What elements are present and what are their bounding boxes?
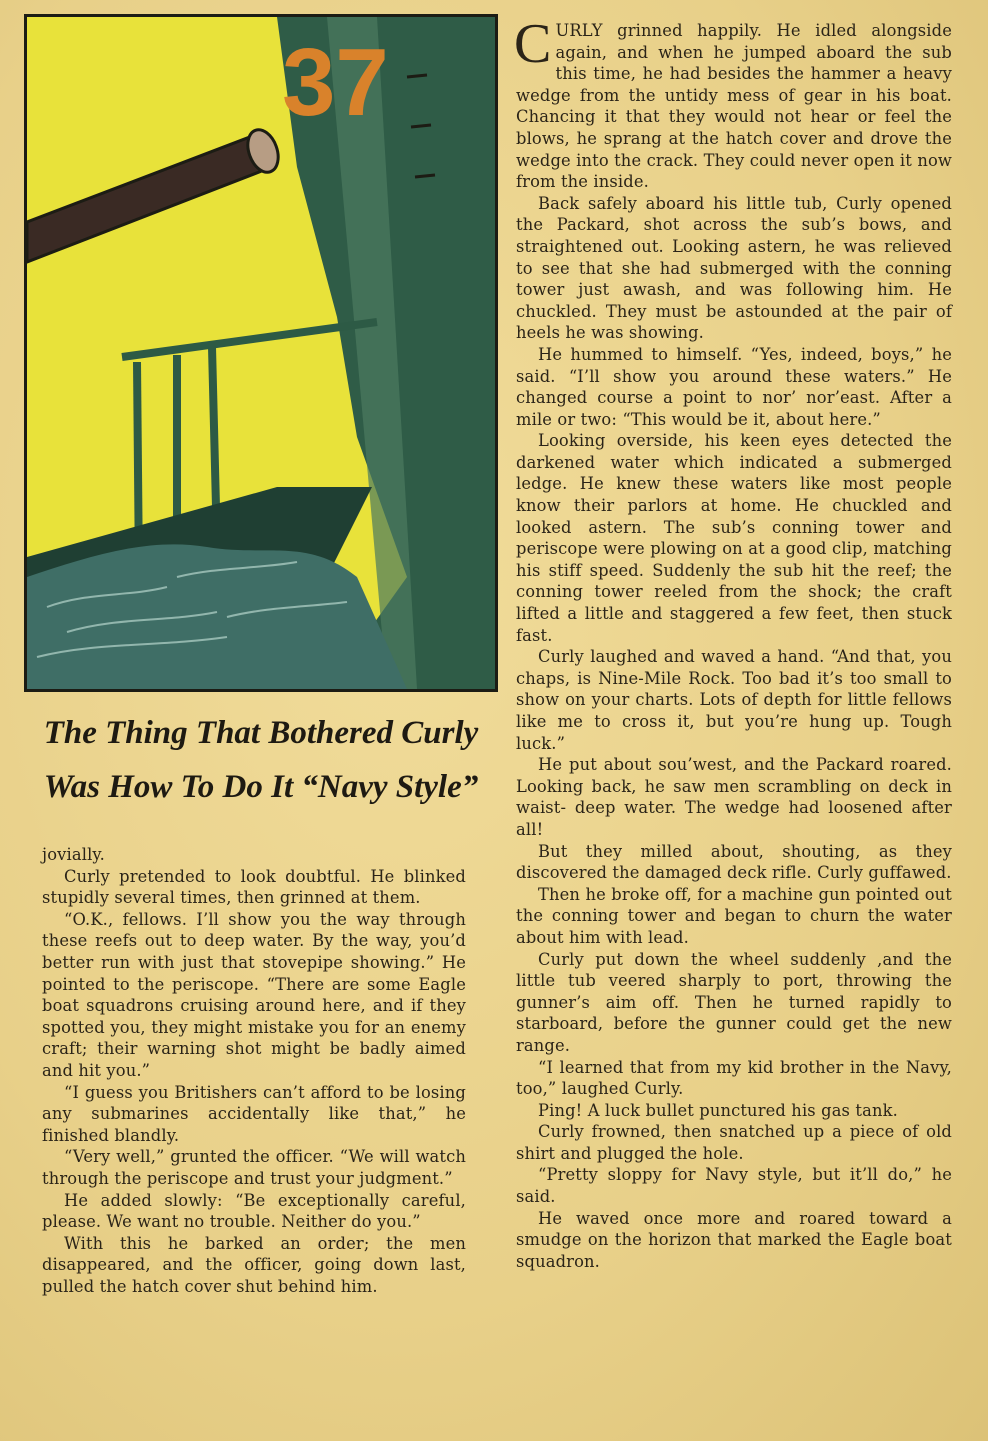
paragraph: “I guess you Britishers can’t afford to be losing any submarines accidentally like that,” he finished blandly.	[42, 1082, 466, 1145]
paragraph: Curly put down the wheel suddenly ,and the little tub veered sharply to port, throwing the gunner’s aim off. Then he turned rapidly to starboard, before the gunner could get the new range.	[516, 949, 952, 1055]
paragraph: He waved once more and roared toward a smudge on the horizon that marked the Eagle boat squadron.	[516, 1208, 952, 1271]
illustration-panel	[24, 14, 498, 692]
paragraph: He hummed to himself. “Yes, indeed, boys,” he said. “I’ll show you around these waters.” He changed course a point to nor’ nor’east. After a mile or two: “This would be it, about here.”	[516, 344, 952, 429]
drop-cap: C	[514, 13, 552, 75]
paragraph: “O.K., fellows. I’ll show you the way through these reefs out to deep water. By the way, you’d better run with just that stovepipe showing.” He pointed to the periscope. “There are some Eagle boat squadrons cruising around here, and if they spotted you, they might mistake you for an enemy craft; their warning shot might be badly aimed and hit you.”	[42, 909, 466, 1080]
headline-line-2: Was How To Do It “Navy Style”	[43, 769, 479, 805]
paragraph: Ping! A luck bullet punctured his gas tank.	[538, 1100, 898, 1120]
paragraph: Then he broke off, for a machine gun pointed out the conning tower and began to churn the water about him with lead.	[516, 884, 952, 947]
paragraph: With this he barked an order; the men disappeared, and the officer, going down last, pulled the hatch cover shut behind him.	[42, 1233, 466, 1296]
story-headline	[18, 706, 504, 814]
paragraph: Curly pretended to look doubtful. He blinked stupidly several times, then grinned at them.	[42, 866, 466, 908]
hull-number: 37	[282, 29, 389, 136]
submarine-conning-tower-icon	[27, 17, 495, 689]
headline-line-1: The Thing That Bothered Curly	[43, 715, 479, 751]
paragraph: Curly laughed and waved a hand. “And that, you chaps, is Nine-Mile Rock. Too bad it’s too small to show on your charts. Lots of depth for little fellows like me to cross it, but you’re hung up. Tough luck.”	[516, 647, 952, 753]
left-text-column	[42, 844, 466, 1297]
paragraph: Back safely aboard his little tub, Curly opened the Packard, shot across the sub’s bows, and straightened out. Looking astern, he was relieved to see that she had submerged with the conning tower just awash, and was following him. He chuckled. They must be astounded at the pair of heels he was showing.	[516, 193, 952, 343]
paragraph: But they milled about, shouting, as they discovered the damaged deck rifle. Curly guffawed.	[516, 841, 952, 883]
paragraph: “Pretty sloppy for Navy style, but it’ll do,” he said.	[516, 1165, 952, 1207]
paragraph: Curly frowned, then snatched up a piece of old shirt and plugged the hole.	[516, 1122, 952, 1163]
opening-paragraph-text: URLY grinned happily. He idled alongside again, and when he jumped aboard the sub this time, he had besides the hammer a heavy wedge from the untidy mess of gear in his boat. Chancing it that they would not hear or feel the blows, he sprang at the hatch cover and drove the wedge into the crack. They could never open it now from the inside.	[516, 21, 952, 192]
paragraph: “Very well,” grunted the officer. “We will watch through the periscope and trust your judgment.”	[42, 1147, 466, 1188]
right-text-column	[514, 13, 952, 1272]
paragraph: Looking overside, his keen eyes detected the darkened water which indicated a submerged ledge. He knew these waters like most people know their parlors at home. He chuckled and looked astern. The sub’s conning tower and periscope were plowing on at a good clip, matching his stiff speed. Suddenly the sub hit the reef; the conning tower reeled from the shock; the craft lifted a little and staggered a few feet, then stuck fast.	[516, 431, 952, 645]
paragraph: “I learned that from my kid brother in the Navy, too,” laughed Curly.	[516, 1057, 952, 1099]
paragraph: jovially.	[42, 845, 105, 864]
opening-paragraph	[514, 13, 952, 193]
paragraph: He added slowly: “Be exceptionally careful, please. We want no trouble. Neither do you.”	[42, 1190, 466, 1232]
paragraph: He put about sou’west, and the Packard roared. Looking back, he saw men scrambling on deck in waist- deep water. The wedge had loosened after all!	[516, 755, 952, 839]
